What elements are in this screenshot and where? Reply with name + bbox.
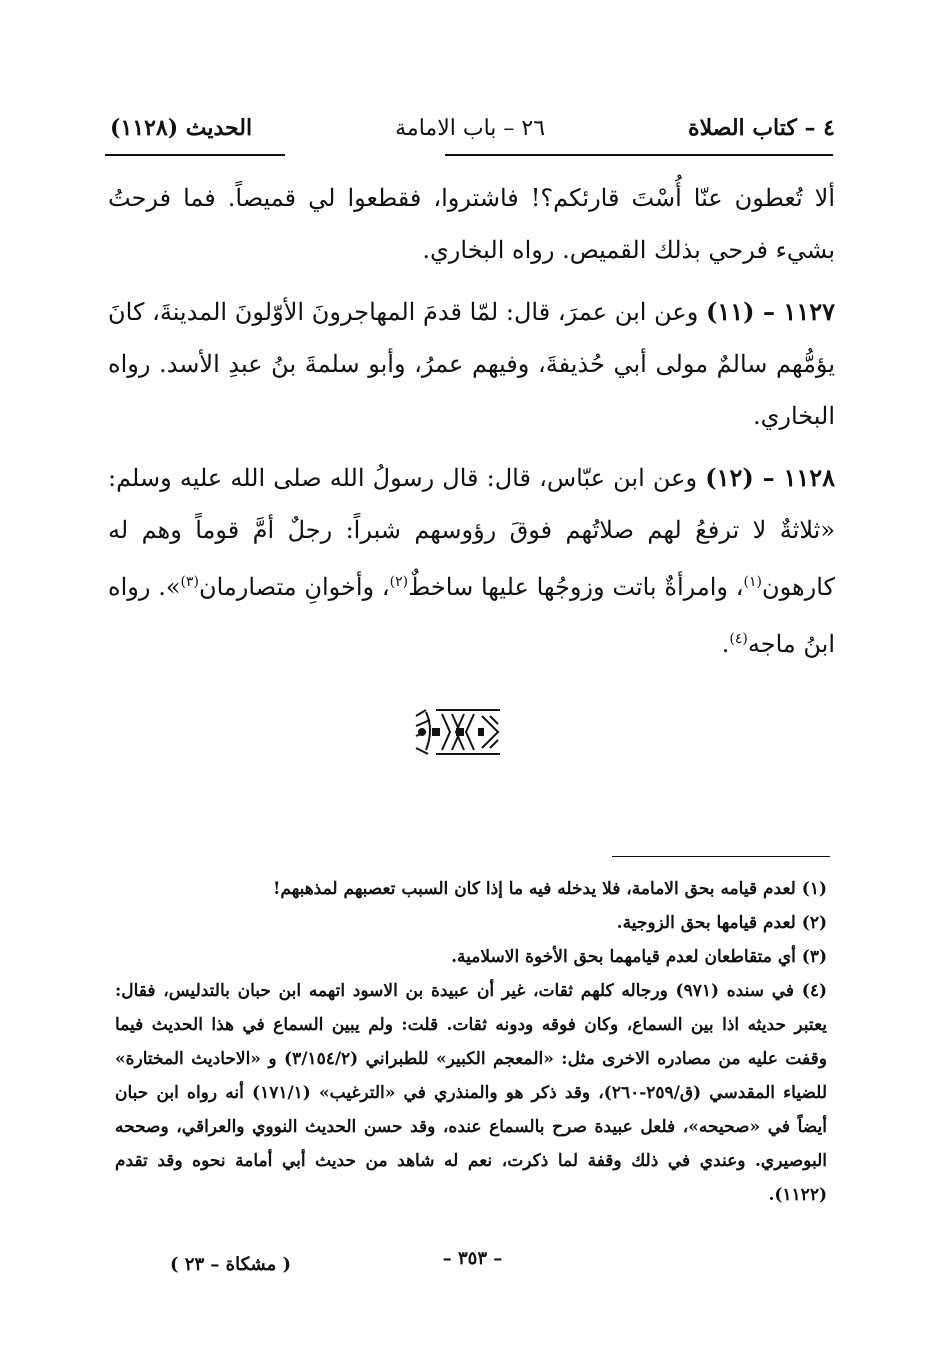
running-head [110, 108, 835, 148]
header-hadith-range: الحديث (١١٢٨) [110, 115, 253, 141]
hadith-text: وعن ابن عبّاس، قال: قال رسولُ الله صلى الله عليه وسلم: «ثلاثةٌ لا ترفعُ لهم صلاتُهم فوقَ رؤوسهم شبراً: رجلٌ أمَّ قوماً وهم له كارهون [108, 464, 835, 601]
main-text [108, 172, 835, 680]
footnote-2: (٢) لعدم قيامها بحق الزوجية. [616, 913, 827, 933]
hadith-text: ، وأخوانِ متصارمان [198, 573, 390, 601]
header-rule-gap [285, 150, 445, 158]
floral-ornament-icon [412, 706, 504, 758]
continuation-paragraph: ألا تُعطون عنّا أُسْتَ قارئكم؟! فاشتروا، فقطعوا لي قميصاً. فما فرحتُ بشيء فرحي بذلك القميص. رواه البخاري. [108, 184, 835, 264]
footnote-ref[interactable]: (١) [743, 574, 762, 590]
footnote-4: (٤) في سنده (٩٧١) ورجاله كلهم ثقات، غير أن عبيدة بن الاسود اتهمه ابن حبان بالتدليس، فقال: يعتبر حديثه اذا بين السماع، وكان فوقه ودونه ثقات. قلت: ولم يبين السماع في هذا الحديث فيما وقفت عليه من مصادره الاخرى مثل: «المعجم الكبير» للطبراني (٣/١٥٤/٢) و «الاحاديث المختارة» للضياء المقدسي (ق/٢٥٩-٢٦٠)، وقد ذكر هو والمنذري في «الترغيب» (١٧١/١) أنه رواه ابن حبان أيضاً في «صحيحه»، فلعل عبيدة صرح بالسماع عنده، وقد حسن الحديث النووي والعراقي، وصححه البوصيري. وعندي في ذلك وقفة لما ذكرت، نعم له شاهد من حديث أبي أمامة نحوه وقد تقدم (١١٢٢). [115, 981, 827, 1205]
footnote-rule [612, 856, 830, 857]
hadith-1127 [108, 286, 835, 442]
hadith-text: . [721, 630, 730, 658]
header-section: ٢٦ – باب الامامة [395, 115, 546, 141]
hadith-text: وعن ابن عمرَ، قال: لمّا قدمَ المهاجرونَ الأوّلونَ المدينةَ، كانَ يؤمُّهم سالمٌ مولى أبي حُذيفةَ، وفيهم عمرُ، وأبو سلمةَ بنُ عبدِ الأسد. رواه البخاري. [108, 298, 835, 430]
hadith-text: ». رواه ابنُ ماجه [108, 573, 835, 658]
hadith-number: ١١٢٧ – (١١) [706, 297, 835, 326]
footnotes [115, 872, 827, 1212]
footnote-3: (٣) أي متقاطعان لعدم قيامهما بحق الأخوة الاسلامية. [451, 947, 827, 967]
footnote-ref[interactable]: (٢) [389, 574, 409, 590]
hadith-text: ، وامرأةٌ باتت وزوجُها عليها ساخطٌ [408, 573, 744, 601]
page-number: – ٣٥٣ – [442, 1248, 503, 1269]
footnote-1: (١) لعدم قيامه بحق الامامة، فلا يدخله فيه ما إذا كان السبب تعصبهم لمذهبهم! [272, 879, 827, 899]
header-chapter: ٤ – كتاب الصلاة [688, 115, 835, 141]
footnote-ref[interactable]: (٤) [729, 631, 748, 647]
signature-mark: ( مشكاة – ٢٣ ) [170, 1254, 292, 1275]
hadith-number: ١١٢٨ – (١٢) [705, 463, 835, 492]
hadith-1128 [108, 452, 835, 670]
header-rule [105, 154, 833, 156]
footnote-ref[interactable]: (٣) [180, 574, 199, 590]
